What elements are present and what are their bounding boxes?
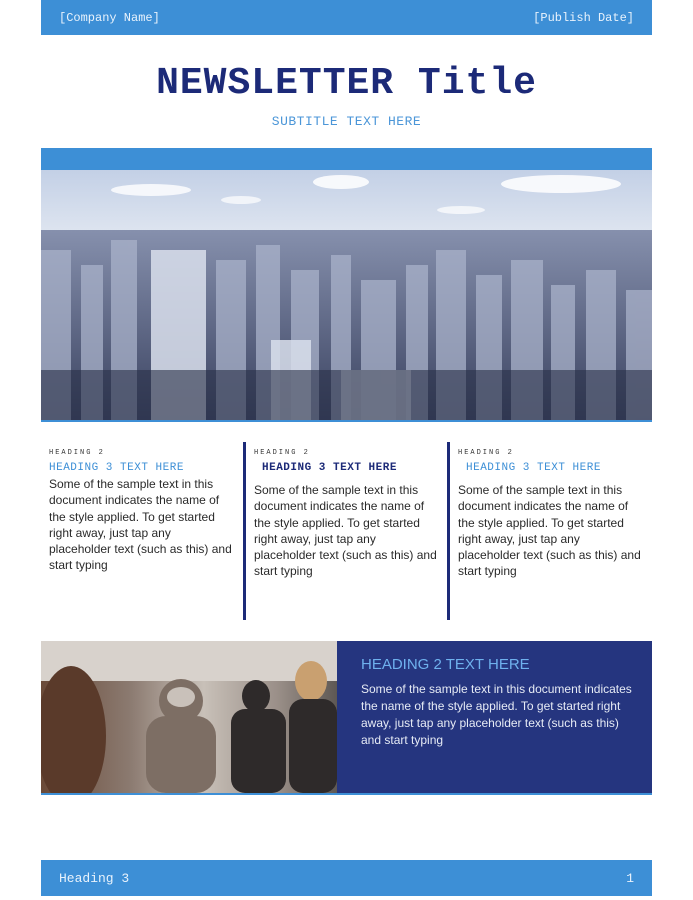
column-heading-3[interactable]: HEADING 3 TEXT HERE — [466, 462, 601, 474]
hero-band — [41, 148, 652, 170]
feature-body-text[interactable]: Some of the sample text in this document indicates the name of the style applied. To get started right away, just tap any placeholder text (such as this) and start typing — [361, 682, 632, 747]
feature-box — [337, 641, 652, 793]
feature-rule — [41, 793, 652, 795]
footer-bar — [41, 860, 652, 896]
company-name[interactable]: [Company Name] — [59, 10, 160, 25]
column-body-text[interactable]: Some of the sample text in this document indicates the name of the style applied. To get started right away, just tap any placeholder text (such as this) and start typing — [49, 477, 232, 573]
city-skyline-image — [41, 170, 652, 420]
publish-date[interactable]: [Publish Date] — [533, 10, 634, 25]
crowd-photo[interactable] — [41, 641, 337, 793]
newsletter-title[interactable]: NEWSLETTER Title — [156, 62, 537, 105]
column-1 — [49, 448, 235, 574]
column-heading-3[interactable]: HEADING 3 TEXT HERE — [262, 462, 397, 474]
newsletter-subtitle[interactable]: SUBTITLE TEXT HERE — [271, 114, 422, 129]
column-heading-2[interactable]: HEADING 2 — [49, 449, 105, 457]
column-heading-2[interactable]: HEADING 2 — [458, 449, 514, 457]
column-2 — [254, 448, 440, 580]
column-divider — [243, 442, 246, 620]
column-heading-3[interactable]: HEADING 3 TEXT HERE — [49, 462, 184, 474]
header-bar — [41, 0, 652, 35]
hero-rule — [41, 420, 652, 422]
page-number: 1 — [626, 870, 634, 886]
crowd-image — [41, 641, 337, 793]
column-heading-2[interactable]: HEADING 2 — [254, 449, 310, 457]
column-divider — [447, 442, 450, 620]
column-body-text[interactable]: Some of the sample text in this document indicates the name of the style applied. To get started right away, just tap any placeholder text (such as this) and start typing — [254, 483, 437, 579]
footer-heading[interactable]: Heading 3 — [59, 870, 130, 886]
column-body-text[interactable]: Some of the sample text in this document indicates the name of the style applied. To get started right away, just tap any placeholder text (such as this) and start typing — [458, 483, 641, 579]
column-3 — [458, 448, 644, 580]
feature-heading[interactable]: HEADING 2 TEXT HERE — [361, 656, 530, 673]
city-skyline-photo[interactable] — [41, 170, 652, 420]
